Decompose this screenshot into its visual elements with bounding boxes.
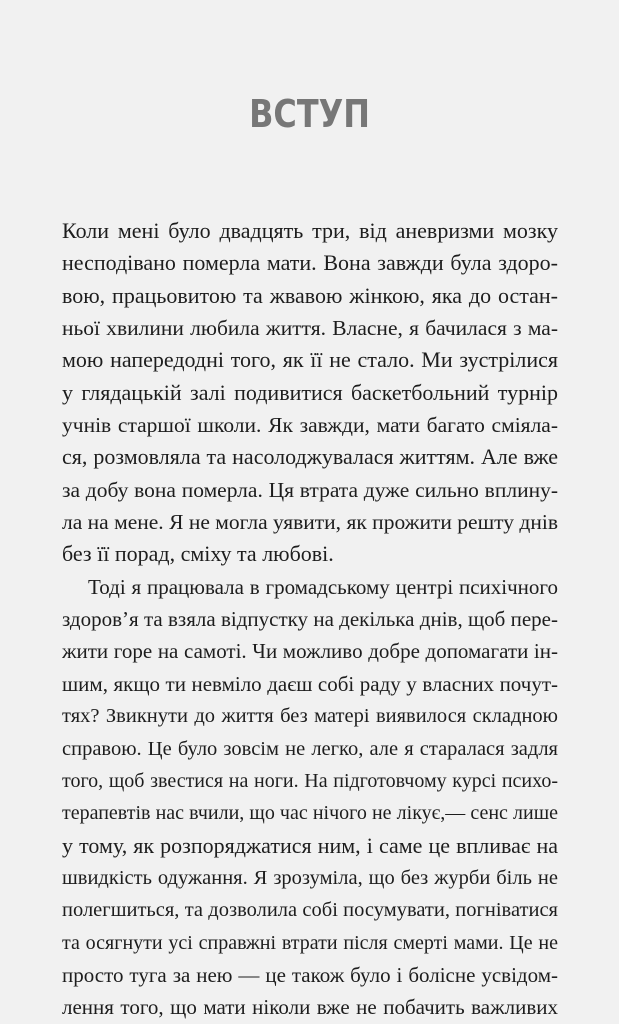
text-line: шим, якщо ти невміло даєш собі раду у власних почут-: [62, 671, 558, 696]
text-line: Коли мені було двадцять три, від аневризми мозку: [62, 218, 558, 243]
text-line: несподівано померла мати. Вона завжди була здоро-: [62, 250, 558, 276]
text-line: швидкість одужання. Я зрозуміла, що без журби біль не: [62, 866, 558, 889]
chapter-title: ВСТУП: [249, 92, 370, 137]
text-line: за добу вона померла. Ця втрата дуже сильно вплину-: [62, 477, 558, 502]
text-line: учнів старшої школи. Як завжди, мати багато сміяла-: [62, 413, 558, 438]
text-line: вою, працьовитою та жвавою жінкою, яка до остан-: [62, 282, 558, 308]
text-line: ла на мене. Я не могла уявити, як прожити решту днів: [62, 510, 558, 535]
text-line: терапевтів нас вчили, що час нічого не лікує,— сенс лише: [62, 802, 558, 825]
text-line: без її порад, сміху та любові.: [62, 541, 334, 567]
text-line: та осягнути усі справжні втрати після смерті мами. Це не: [62, 931, 558, 954]
body-text: [62, 215, 558, 1024]
text-line: здоров’я та взяла відпустку на декілька днів, щоб пере-: [62, 607, 558, 632]
text-line: тях? Звикнути до життя без матері виявилося складною: [62, 705, 558, 728]
text-line: жити горе на самоті. Чи можливо добре допомагати ін-: [62, 639, 558, 664]
text-line: ся, розмовляла та насолоджувалася життям. Але вже: [62, 444, 558, 470]
text-line: Тоді я працювала в громадському центрі психічного: [88, 574, 558, 599]
text-line: у глядацькій залі подивитися баскетбольний турнір: [62, 379, 558, 405]
text-line: лення того, що мати ніколи вже не побачить важливих: [62, 995, 558, 1020]
text-line: мою напередодні того, як її не стало. Ми зустрілися: [62, 347, 558, 373]
text-line: того, щоб звестися на ноги. На підготовчому курсі психо-: [62, 769, 558, 792]
text-line: у тому, як розпоряджатися ним, і саме це впливає на: [62, 832, 558, 858]
text-line: справою. Це було зовсім не легко, але я старалася задля: [62, 737, 558, 760]
text-line: просто туга за нею — це також було і болісне усвідом-: [62, 962, 558, 987]
text-line: ньої хвилини любила життя. Власне, я бачилася з ма-: [62, 316, 558, 341]
text-line: полегшиться, та дозволила собі посумувати, погніватися: [62, 899, 558, 922]
